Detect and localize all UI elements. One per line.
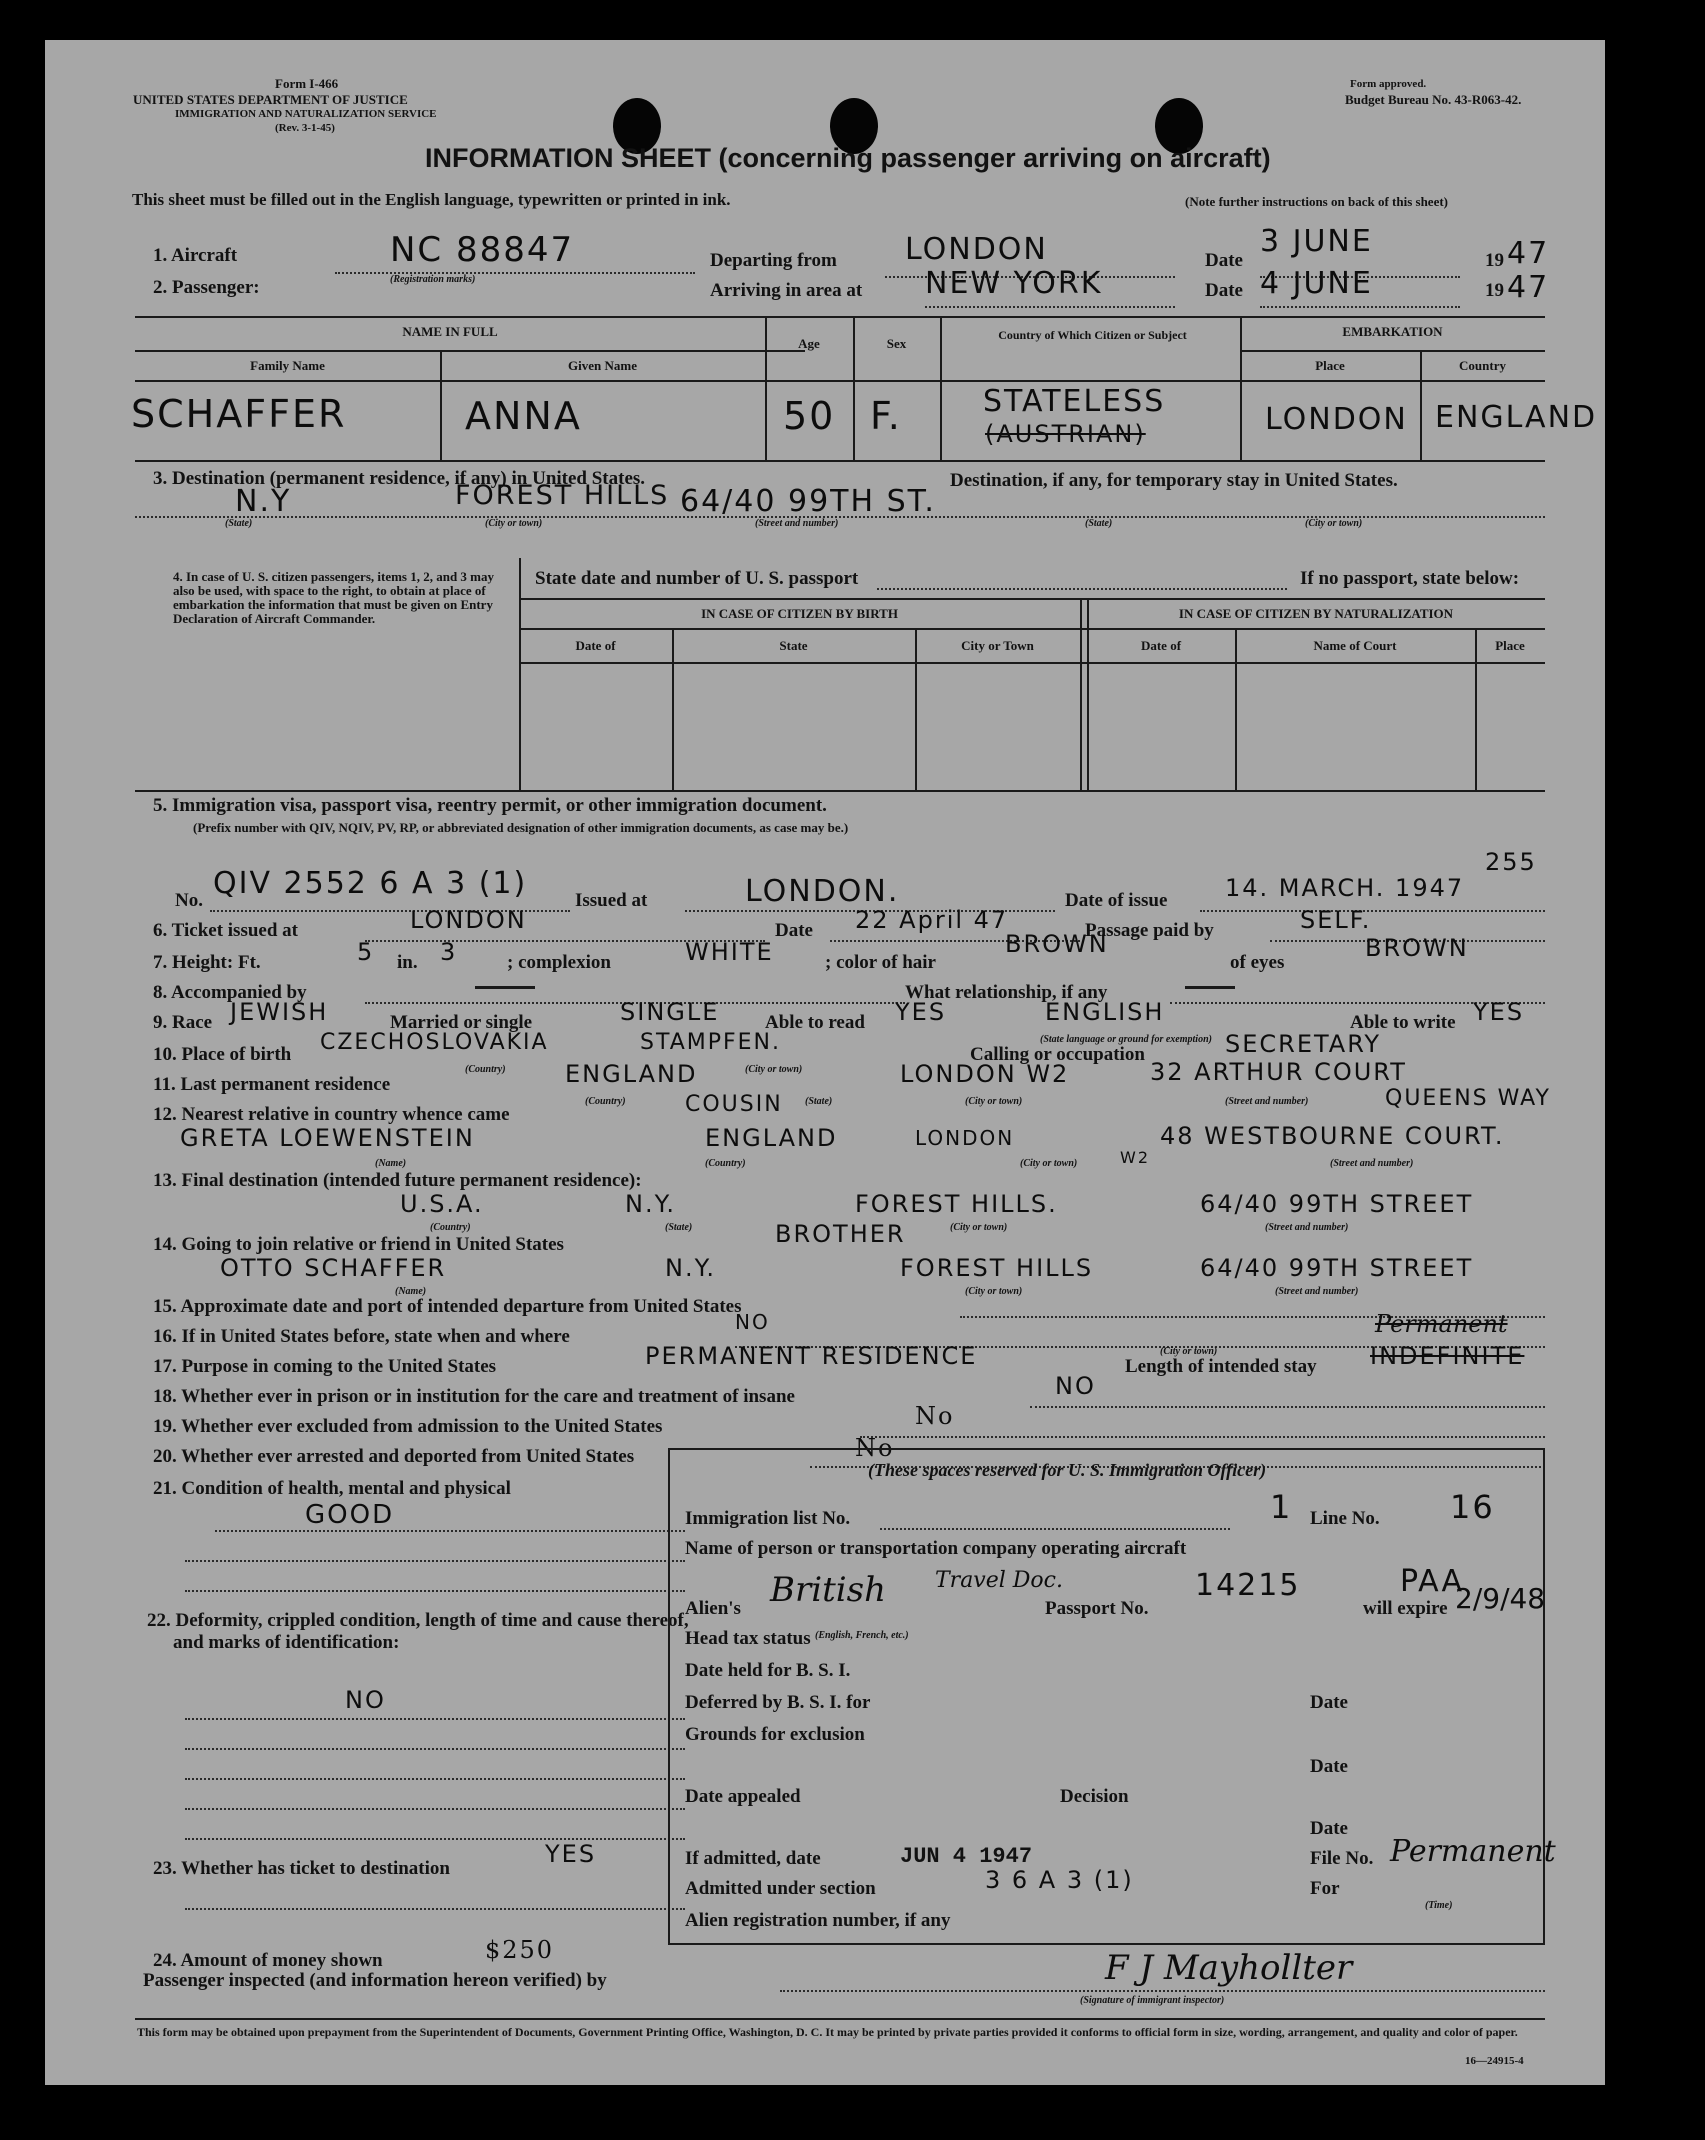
rule <box>940 316 942 460</box>
dotted-line <box>1260 306 1460 308</box>
label-item4: 4. In case of U. S. citizen passengers, items 1, 2, and 3 may also be used, with space to the right, to obtain at place of embarkation the information that must be given on Entry Declaration of Aircraft Commander. <box>173 569 495 626</box>
value-excluded: No <box>915 1402 955 1430</box>
value-emb-place: LONDON <box>1265 402 1408 437</box>
dotted-line <box>185 1590 685 1592</box>
value-last-street2: QUEENS WAY <box>1385 1086 1551 1111</box>
dotted-line <box>1200 910 1545 912</box>
caption-street: (Street and number) <box>755 518 839 529</box>
label-date2: Date <box>1205 280 1243 301</box>
label-date-held: Date held for B. S. I. <box>685 1660 851 1681</box>
label-item18: 18. Whether ever in prison or in institution for the care and treatment of insane <box>153 1386 795 1407</box>
value-ticket-at: LONDON <box>410 906 527 934</box>
caption-time: (Time) <box>1425 1900 1453 1911</box>
caption-street: (Street and number) <box>1265 1222 1349 1233</box>
rule <box>135 790 1545 792</box>
label-item23: 23. Whether has ticket to destination <box>153 1858 450 1879</box>
label-calling: Calling or occupation <box>970 1044 1145 1065</box>
label-item9: 9. Race <box>153 1012 213 1033</box>
dash-mark <box>1185 986 1235 989</box>
caption-city-temp: (City or town) <box>1305 518 1363 529</box>
value-money: $250 <box>485 1936 555 1964</box>
header-embarkation: EMBARKATION <box>1342 324 1443 339</box>
header-country-citizen: Country of Which Citizen or Subject <box>998 328 1187 342</box>
caption-country: (Country) <box>585 1096 626 1107</box>
caption-city: (City or town) <box>1020 1158 1078 1169</box>
value-inspector: F J Mayhollter <box>1105 1948 1353 1988</box>
caption-city: (City or town) <box>1160 1346 1218 1357</box>
label-alien: Alien's <box>685 1598 741 1619</box>
label-item17: 17. Purpose in coming to the United States <box>153 1356 497 1377</box>
value-hair: BROWN <box>1005 930 1109 958</box>
value-nationality: British <box>770 1570 886 1610</box>
label-admitted-under: Admitted under section <box>685 1878 876 1899</box>
information-sheet <box>45 40 1605 2085</box>
label-date-deferred: Date <box>1310 1692 1348 1713</box>
label-date1: Date <box>1205 250 1243 271</box>
value-dest-city: FOREST HILLS <box>455 480 670 511</box>
value-relative-rel: COUSIN <box>685 1092 783 1117</box>
dotted-line <box>185 1560 685 1562</box>
label-inspected: Passenger inspected (and information hereon verified) by <box>143 1970 607 1991</box>
header-city-town: City or Town <box>961 638 1034 653</box>
value-ticket-dest: YES <box>545 1840 597 1868</box>
label-item20: 20. Whether ever arrested and deported from United States <box>153 1446 635 1467</box>
label-length-stay: Length of intended stay <box>1125 1356 1317 1377</box>
approval: Form approved. <box>1350 78 1427 90</box>
dotted-line <box>860 1436 1545 1438</box>
value-year2: 47 <box>1507 270 1550 305</box>
value-citizen-old: (AUSTRIAN) <box>985 420 1146 448</box>
dotted-line <box>925 306 1175 308</box>
caption-name: (Name) <box>395 1286 427 1297</box>
value-citizen: STATELESS <box>983 384 1166 419</box>
label-item16: 16. If in United States before, state when and where <box>153 1326 570 1347</box>
instruction: This sheet must be filled out in the English language, typewritten or printed in ink. <box>132 190 731 209</box>
revision: (Rev. 3-1-45) <box>275 122 335 134</box>
label-item14: 14. Going to join relative or friend in United States <box>153 1234 564 1255</box>
label-in: in. <box>397 952 418 973</box>
footer-text: This form may be obtained upon prepayment from the Superintendent of Documents, Government Printing Office, Washington, D. C. It may be printed by private parties provided it conforms to official form in size, wording, arrangement, and quality and color of paper. <box>137 2025 1518 2039</box>
value-prison: NO <box>1055 1372 1096 1400</box>
caption-city: (City or town) <box>965 1286 1023 1297</box>
rule <box>135 2018 1545 2020</box>
value-sex: F. <box>870 394 902 438</box>
rule <box>135 350 805 352</box>
value-read: YES <box>895 998 947 1026</box>
dotted-line <box>335 272 695 274</box>
caption-signature: (Signature of immigrant inspector) <box>1080 1995 1225 2006</box>
header-place: Place <box>1315 358 1345 373</box>
rule <box>1087 598 1089 790</box>
value-relative-country: ENGLAND <box>705 1124 838 1152</box>
value-visa-date-alt: 255 <box>1485 848 1537 876</box>
label-passenger: 2. Passenger: <box>153 277 260 298</box>
label-item3-temp: Destination, if any, for temporary stay in United States. <box>950 470 1398 491</box>
label-item5: 5. Immigration visa, passport visa, reentry permit, or other immigration document. <box>153 795 827 816</box>
value-purpose: PERMANENT RESIDENCE <box>645 1342 978 1370</box>
label-date-decision: Date <box>1310 1818 1348 1839</box>
label-arriving: Arriving in area at <box>710 280 863 301</box>
page-title: INFORMATION SHEET (concerning passenger arriving on aircraft) <box>425 143 1271 173</box>
caption-state: (State) <box>225 518 253 529</box>
label-issued-at: Issued at <box>575 890 648 911</box>
value-last-country: ENGLAND <box>565 1060 698 1088</box>
value-relative-district: W2 <box>1120 1148 1150 1167</box>
dotted-line <box>1030 1406 1545 1408</box>
dotted-line <box>185 1838 685 1840</box>
rule <box>519 598 1545 600</box>
label-item7: 7. Height: Ft. <box>153 952 261 973</box>
label-no: No. <box>175 890 203 911</box>
officer-reserved: (These spaces reserved for U. S. Immigration Officer) <box>868 1460 1267 1480</box>
label-relationship: What relationship, if any <box>905 982 1108 1003</box>
label-admitted: If admitted, date <box>685 1848 821 1869</box>
value-age: 50 <box>783 394 836 438</box>
label-year1: 19 <box>1485 250 1504 271</box>
value-visa-date: 14. MARCH. 1947 <box>1225 874 1465 902</box>
rule <box>1080 598 1082 790</box>
dotted-line <box>215 1530 685 1532</box>
rule <box>135 460 1545 462</box>
label-imm-list: Immigration list No. <box>685 1508 851 1529</box>
header-date-of: Date of <box>575 638 616 653</box>
dotted-line <box>877 588 1287 590</box>
note: (Note further instructions on back of this sheet) <box>1185 194 1448 209</box>
caption-country: (Country) <box>705 1158 746 1169</box>
label-will-expire: will expire <box>1363 1598 1448 1619</box>
caption-street: (Street and number) <box>1225 1096 1309 1107</box>
value-join-name: OTTO SCHAFFER <box>220 1254 447 1282</box>
header-nat-place: Place <box>1495 638 1525 653</box>
value-join-street: 64/40 99TH STREET <box>1200 1254 1474 1282</box>
department: UNITED STATES DEPARTMENT OF JUSTICE <box>133 92 408 107</box>
label-year2: 19 <box>1485 280 1504 301</box>
value-passport: 14215 <box>1195 1568 1301 1603</box>
label-item19: 19. Whether ever excluded from admission to the United States <box>153 1416 663 1437</box>
dotted-line <box>185 1808 685 1810</box>
value-relative-street: 48 WESTBOURNE COURT. <box>1160 1122 1505 1150</box>
label-item22: 22. Deformity, crippled condition, length of time and cause thereof, and marks of identification: <box>147 1610 689 1653</box>
header-state: State <box>779 638 808 653</box>
value-last-city: LONDON W2 <box>900 1060 1070 1088</box>
value-date2: 4 JUNE <box>1260 266 1373 301</box>
dotted-line <box>780 1990 1545 1992</box>
caption-city: (City or town) <box>950 1222 1008 1233</box>
value-line-no: 16 <box>1450 1488 1495 1526</box>
label-able-read: Able to read <box>765 1012 865 1033</box>
caption-country: (Country) <box>465 1064 506 1075</box>
caption-nationality: (English, French, etc.) <box>815 1630 909 1641</box>
label-date-of-issue: Date of issue <box>1065 890 1168 911</box>
label-item12: 12. Nearest relative in country whence came <box>153 1104 510 1125</box>
header-citizen-nat: IN CASE OF CITIZEN BY NATURALIZATION <box>1178 606 1454 621</box>
value-write: YES <box>1473 998 1525 1026</box>
value-dest-state: N.Y <box>235 484 292 519</box>
value-date1: 3 JUNE <box>1260 224 1373 259</box>
value-ticket-date: 22 April 47 <box>855 906 1009 934</box>
caption-city: (City or town) <box>485 518 543 529</box>
label-passport-no: Passport No. <box>1045 1598 1149 1619</box>
caption-city: (City or town) <box>965 1096 1023 1107</box>
value-final-state: N.Y. <box>625 1190 677 1218</box>
dotted-line <box>185 1908 685 1910</box>
value-file-no: Permanent <box>1390 1834 1556 1869</box>
label-item10: 10. Place of birth <box>153 1044 292 1065</box>
header-court: Name of Court <box>1313 638 1397 653</box>
label-deferred: Deferred by B. S. I. for <box>685 1692 871 1713</box>
value-departing: LONDON <box>905 232 1048 267</box>
header-given-name: Given Name <box>568 358 637 373</box>
value-aircraft: NC 88847 <box>390 230 575 270</box>
value-stay-over: Permanent <box>1375 1310 1508 1338</box>
label-ticket-date: Date <box>775 920 813 941</box>
caption-state: (State) <box>665 1222 693 1233</box>
value-final-street: 64/40 99TH STREET <box>1200 1190 1474 1218</box>
value-occupation: SECRETARY <box>1225 1030 1382 1058</box>
dotted-line <box>880 1528 1230 1530</box>
label-departing: Departing from <box>710 250 837 271</box>
caption-city: (City or town) <box>745 1064 803 1075</box>
label-grounds: Grounds for exclusion <box>685 1724 865 1745</box>
label-appealed: Date appealed <box>685 1786 801 1807</box>
label-transport: Name of person or transportation company operating aircraft <box>685 1538 1187 1559</box>
value-expire: 2/9/48 <box>1455 1582 1546 1615</box>
value-birth-city: STAMPFEN. <box>640 1030 781 1055</box>
value-eyes: BROWN <box>1365 934 1469 962</box>
label-aircraft: 1. Aircraft <box>153 245 238 266</box>
label-able-write: Able to write <box>1350 1012 1456 1033</box>
label-item24: 24. Amount of money shown <box>153 1950 383 1971</box>
value-visa-issued: LONDON. <box>745 874 900 909</box>
label-head-tax: Head tax status <box>685 1628 811 1649</box>
label-item8: 8. Accompanied by <box>153 982 307 1003</box>
label-item15: 15. Approximate date and port of intended departure from United States <box>153 1296 742 1317</box>
value-last-street: 32 ARTHUR COURT <box>1150 1058 1407 1086</box>
value-alien-extra: Travel Doc. <box>935 1568 1063 1593</box>
label-item21: 21. Condition of health, mental and physical <box>153 1478 511 1499</box>
caption-country: (Country) <box>430 1222 471 1233</box>
label-item11: 11. Last permanent residence <box>153 1074 391 1095</box>
label-passage-paid: Passage paid by <box>1085 920 1214 941</box>
stamp-admitted-date: JUN 4 1947 <box>900 1844 1033 1869</box>
label-item5-sub: (Prefix number with QIV, NQIV, PV, RP, or abbreviated designation of other immigration documents, as case may be.) <box>193 820 849 835</box>
label-item13: 13. Final destination (intended future permanent residence): <box>153 1170 642 1191</box>
footer-number: 16—24915-4 <box>1465 2055 1524 2067</box>
label-complexion: ; complexion <box>507 952 611 973</box>
header-nat-date: Date of <box>1140 638 1182 653</box>
header-family-name: Family Name <box>250 358 325 373</box>
value-height-ft: 5 <box>357 938 375 966</box>
dotted-line <box>185 1748 685 1750</box>
label-line-no: Line No. <box>1310 1508 1380 1529</box>
value-final-country: U.S.A. <box>400 1190 484 1218</box>
label-decision: Decision <box>1060 1786 1129 1807</box>
value-deformity: NO <box>345 1686 386 1714</box>
value-height-in: 3 <box>440 938 458 966</box>
dotted-line <box>185 1718 685 1720</box>
rule <box>1240 350 1545 352</box>
label-passport-state: State date and number of U. S. passport <box>535 568 859 589</box>
value-join-city: FOREST HILLS <box>900 1254 1094 1282</box>
label-married: Married or single <box>390 1012 533 1033</box>
value-before: NO <box>735 1310 770 1334</box>
caption-street: (Street and number) <box>1275 1286 1359 1297</box>
caption-registration: (Registration marks) <box>390 274 476 285</box>
value-admitted-section: 3 6 A 3 (1) <box>985 1866 1134 1894</box>
value-transport: PAA <box>1400 1564 1465 1599</box>
budget-number: Budget Bureau No. 43-R063-42. <box>1345 92 1522 107</box>
label-eyes: of eyes <box>1230 952 1285 973</box>
label-item3: 3. Destination (permanent residence, if any) in United States. <box>153 468 646 489</box>
label-for: For <box>1310 1878 1340 1899</box>
value-given-name: ANNA <box>465 394 582 438</box>
label-date-grounds: Date <box>1310 1756 1348 1777</box>
rule <box>135 316 1545 318</box>
caption-language: (State language or ground for exemption) <box>1040 1034 1212 1045</box>
caption-state: (State) <box>805 1096 833 1107</box>
value-read-lang: ENGLISH <box>1045 998 1165 1026</box>
value-health: GOOD <box>305 1500 395 1530</box>
label-no-passport: If no passport, state below: <box>1300 568 1520 589</box>
header-sex: Sex <box>886 336 907 351</box>
label-alien-reg: Alien registration number, if any <box>685 1910 951 1931</box>
header-name-in-full: NAME IN FULL <box>402 324 498 339</box>
value-deported: No <box>855 1434 895 1462</box>
value-dest-street: 64/40 99TH ST. <box>680 484 936 519</box>
value-imm-list: 1 <box>1270 1488 1293 1526</box>
value-marital: SINGLE <box>620 998 720 1026</box>
header-citizen-birth: IN CASE OF CITIZEN BY BIRTH <box>701 606 898 621</box>
value-race: JEWISH <box>230 998 329 1026</box>
value-relative-city: LONDON <box>915 1126 1015 1150</box>
caption-street: (Street and number) <box>1330 1158 1414 1169</box>
dotted-line <box>185 1778 685 1780</box>
value-complexion: WHITE <box>685 938 774 966</box>
rule <box>135 380 1545 382</box>
value-stay-length: INDEFINITE <box>1370 1342 1525 1370</box>
value-family-name: SCHAFFER <box>131 392 347 436</box>
label-file-no: File No. <box>1310 1848 1374 1869</box>
header-age: Age <box>798 336 820 351</box>
rule <box>519 558 521 790</box>
value-relative-name: GRETA LOEWENSTEIN <box>180 1124 475 1152</box>
label-hair: ; color of hair <box>825 952 936 973</box>
value-birth-country: CZECHOSLOVAKIA <box>320 1030 549 1055</box>
value-emb-country: ENGLAND <box>1435 400 1598 435</box>
value-paid-by: SELF. <box>1300 906 1372 934</box>
value-join-state: N.Y. <box>665 1254 717 1282</box>
value-arriving: NEW YORK <box>925 266 1103 301</box>
value-final-city: FOREST HILLS. <box>855 1190 1058 1218</box>
value-join-rel: BROTHER <box>775 1220 906 1248</box>
dash-mark <box>475 986 535 989</box>
form-number: Form I-466 <box>275 76 339 91</box>
header-country: Country <box>1459 358 1506 373</box>
value-year1: 47 <box>1507 236 1550 271</box>
service: IMMIGRATION AND NATURALIZATION SERVICE <box>175 108 437 120</box>
caption-state-temp: (State) <box>1085 518 1113 529</box>
caption-name: (Name) <box>375 1158 407 1169</box>
label-item6: 6. Ticket issued at <box>153 920 298 941</box>
value-visa-no: QIV 2552 6 A 3 (1) <box>213 866 528 901</box>
